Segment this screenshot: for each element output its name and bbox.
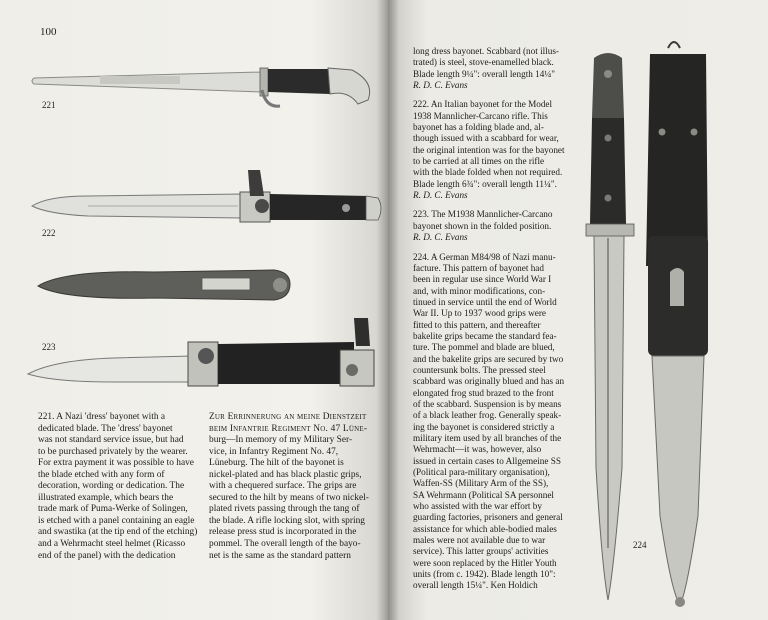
text-line: with the blade folded when not required.: [413, 167, 563, 178]
text-line: though issued with a scabbard for wear,: [413, 133, 559, 144]
text-line: Zur Errinnerung an meine Dienstzeit: [209, 412, 367, 422]
text-line: and swastika (at the tip end of the etching): [38, 527, 198, 538]
text-line: Blade length 6¾": overall length 11¼".: [413, 178, 557, 189]
bayonet-scabbard-photo: [640, 36, 720, 612]
text-line: of the scabbard. Suspension is by means: [413, 398, 562, 409]
text-line: fitted to this pattern, and thereafter: [413, 319, 541, 330]
caption-221-continued-column: [209, 412, 371, 562]
text-line: Wehrmacht—it was, however, also: [413, 444, 542, 455]
text-line: ture. The pommel and blade are blued,: [413, 342, 555, 353]
text-line: with a chequered surface. The grips are: [209, 481, 357, 492]
text-line: to be carried at all times on the rifle: [413, 156, 545, 167]
credit-line: R. D. C. Evans: [413, 232, 468, 243]
text-line: beim Infantrie Regiment No. 47 Lüne-: [209, 423, 368, 434]
text-line: trade mark of Puma-Werke of Solingen,: [38, 504, 188, 515]
text-line: Blade length 9¼": overall length 14¼": [413, 68, 555, 79]
italian-bayonet-photo: [28, 166, 388, 238]
text-line: been in regular use since World War I: [413, 274, 552, 285]
text-line: were soon replaced by the Hitler Youth: [413, 557, 557, 568]
text-line: the original intention was for the bayonet: [413, 144, 565, 155]
m84-98-bayonet-photo: [584, 48, 644, 614]
paragraph-gap: [413, 91, 593, 99]
text-line: tinued in service until the end of World: [413, 296, 557, 307]
page-number: 100: [40, 26, 57, 38]
text-line: is etched with a panel containing an eagle: [38, 515, 195, 526]
text-line: to be purchased privately by the wearer.: [38, 446, 188, 457]
text-line: net is the same as the standard pattern: [209, 550, 351, 561]
paragraph-gap: [413, 244, 593, 252]
text-line: countersunk bolts. The pressed steel: [413, 364, 546, 375]
text-line: Lüneburg. The hilt of the bayonet is: [209, 458, 344, 469]
text-line: males were not available due to war: [413, 535, 546, 546]
text-line: assistance for which able-bodied males: [413, 523, 557, 534]
text-line: bakelite grips became the standard fea-: [413, 330, 557, 341]
credit-line: R. D. C. Evans: [413, 190, 468, 201]
figure-label-224: 224: [633, 540, 647, 550]
text-line: burg—In memory of my Military Ser-: [209, 435, 353, 446]
text-line: 223. The M1938 Mannlicher-Carcano: [413, 209, 553, 220]
text-line: War II. Up to 1937 wood grips were: [413, 308, 546, 319]
text-line: trated) is steel, stove-enamelled black.: [413, 57, 554, 68]
text-line: the blade. A rifle locking slot, with spring: [209, 515, 365, 526]
text-line: pommel. The overall length of the bayo-: [209, 539, 361, 550]
text-line: units (from c. 1942). Blade length 10":: [413, 569, 556, 580]
text-line: release press stud is incorporated in the: [209, 527, 357, 538]
text-line: military item used by all branches of the: [413, 433, 562, 443]
text-line: (Political para-military organisation),: [413, 467, 550, 478]
dress-bayonet-photo: [30, 60, 380, 112]
figure-label-222: 222: [42, 228, 56, 238]
text-line: bayonet has a folding blade and, al-: [413, 122, 544, 133]
text-line: bayonet shown in the folded position.: [413, 220, 552, 231]
text-line: illustrated example, which bears the: [38, 492, 174, 503]
text-line: and the bakelite grips are secured by two: [413, 353, 564, 364]
text-line: dedicated blade. The 'dress' bayonet: [38, 423, 173, 434]
text-line: SA Wehrmann (Political SA personnel: [413, 489, 554, 500]
text-line: the blade etched with any form of: [38, 469, 165, 480]
text-line: ing the bayonet is considered strictly a: [413, 421, 555, 432]
text-line: and, with minor modifications, con-: [413, 285, 546, 296]
figure-label-221: 221: [42, 100, 56, 110]
bayonet-folded-photo: [34, 262, 296, 306]
text-line: nickel-plated and has black plastic grips,: [209, 469, 362, 480]
text-line: was not standard service issue, but had: [38, 435, 184, 446]
text-line: issued in certain cases to Allgemeine SS: [413, 455, 561, 466]
text-line: vice, in Infantry Regiment No. 47,: [209, 446, 339, 457]
text-line: 222. An Italian bayonet for the Model: [413, 99, 553, 110]
paragraph-gap: [413, 201, 593, 209]
text-line: Waffen-SS (Military Arm of the SS),: [413, 478, 549, 489]
text-line: elongated frog stud brazed to the front: [413, 387, 554, 398]
text-line: 224. A German M84/98 of Nazi manu-: [413, 251, 556, 262]
text-line: and a Wehrmacht steel helmet (Ricasso: [38, 539, 186, 550]
figure-label-223: 223: [42, 342, 56, 352]
credit-line: R. D. C. Evans: [413, 80, 468, 91]
text-line: guarding factories, prisoners and general: [413, 512, 563, 523]
text-line: overall length 15¼". Ken Holdich: [413, 580, 538, 591]
text-line: 221. A Nazi 'dress' bayonet with a: [38, 412, 166, 422]
text-line: decoration, wording or dedication. The: [38, 481, 185, 492]
text-line: facture. This pattern of bayonet had: [413, 262, 544, 273]
text-line: scabbard was originally blued and has an: [413, 376, 565, 387]
text-line: of a black leather frog. Generally speak-: [413, 410, 562, 421]
text-line: secured to the hilt by means of two nickel-: [209, 492, 369, 503]
caption-221-column: [38, 412, 202, 562]
text-line: service). This latter groups' activities: [413, 546, 549, 557]
text-line: long dress bayonet. Scabbard (not illus-: [413, 46, 559, 56]
text-line: For extra payment it was possible to have: [38, 458, 194, 469]
text-line: end of the panel) with the dedication: [38, 550, 176, 561]
right-page: [388, 0, 768, 620]
captions-222-224-column: [413, 46, 593, 592]
carcano-folded-photo: [24, 316, 384, 396]
text-line: plated rivets passing through the tang of: [209, 504, 360, 515]
text-line: who assisted with the war effort by: [413, 501, 542, 512]
text-line: 1938 Mannlicher-Carcano rifle. This: [413, 110, 548, 121]
